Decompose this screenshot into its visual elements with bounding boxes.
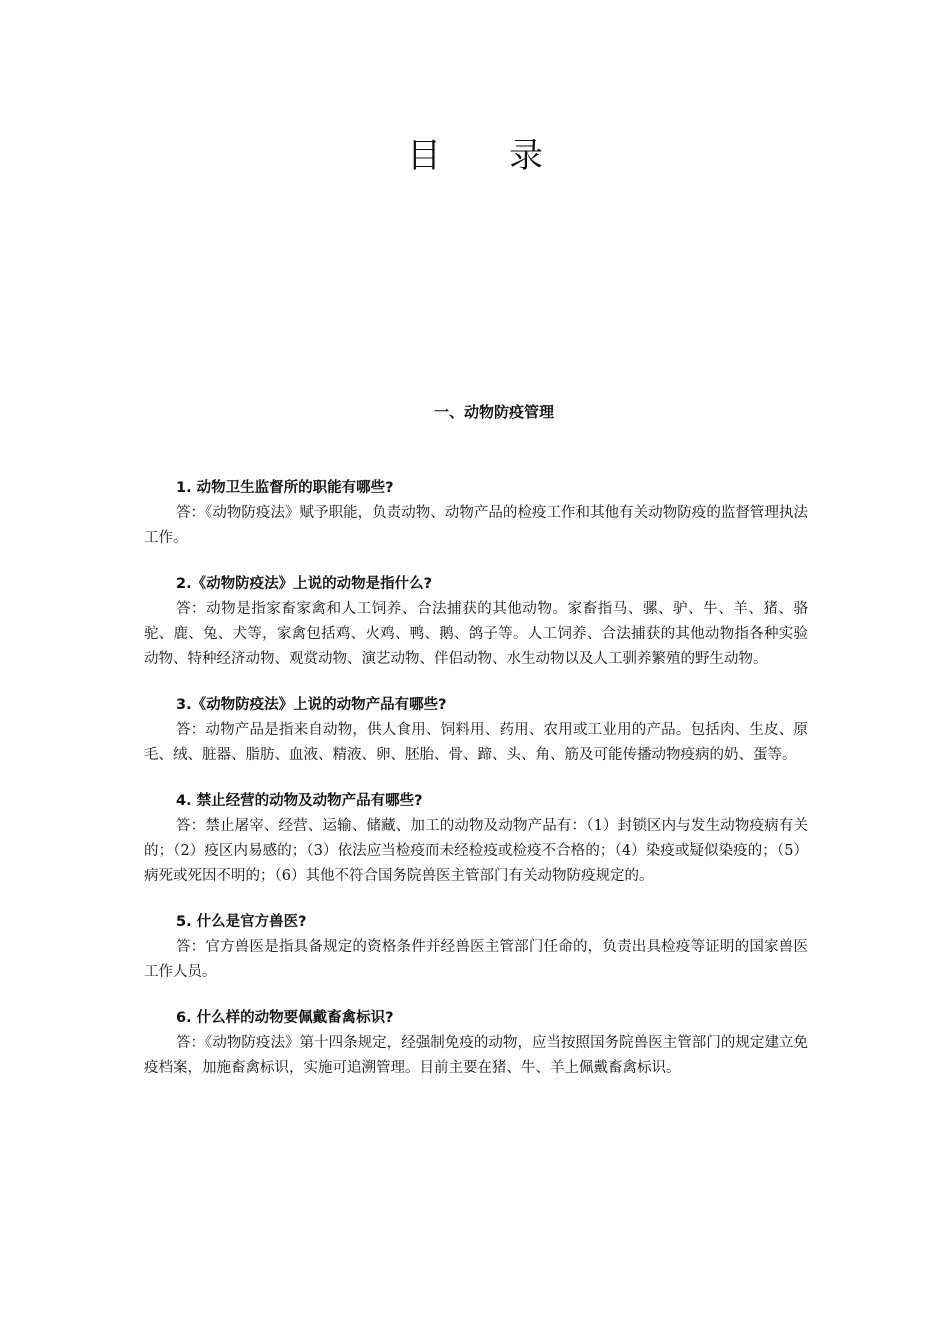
answer-6: 答：《动物防疫法》第十四条规定，经强制免疫的动物，应当按照国务院兽医主管部门的规定建立免疫档案，加施畜禽标识，实施可追溯管理。目前主要在猪、牛、羊上佩戴畜禽标识。 xyxy=(144,1035,808,1076)
qa-item-3 xyxy=(144,693,808,768)
answer-2: 答：动物是指家畜家禽和人工饲养、合法捕获的其他动物。家畜指马、骡、驴、牛、羊、猪、骆驼、鹿、兔、犬等，家禽包括鸡、火鸡、鸭、鹅、鸽子等。人工饲养、合法捕获的其他动物指各种实验动物、特种经济动物、观赏动物、演艺动物、伴侣动物、水生动物以及人工驯养繁殖的野生动物。 xyxy=(144,601,808,667)
question-6: 6. 什么样的动物要佩戴畜禽标识? xyxy=(176,1010,394,1026)
section-heading: 一、动物防疫管理 xyxy=(433,403,554,421)
question-1: 1. 动物卫生监督所的职能有哪些? xyxy=(176,480,394,496)
toc-title: 目录 xyxy=(407,136,611,176)
question-3: 3.《动物防疫法》上说的动物产品有哪些? xyxy=(176,697,447,713)
answer-5: 答：官方兽医是指具备规定的资格条件并经兽医主管部门任命的，负责出具检疫等证明的国家兽医工作人员。 xyxy=(144,939,808,980)
answer-3: 答：动物产品是指来自动物，供人食用、饲料用、药用、农用或工业用的产品。包括肉、生皮、原毛、绒、脏器、脂肪、血液、精液、卵、胚胎、骨、蹄、头、角、筋及可能传播动物疫病的奶、蛋等。 xyxy=(144,722,808,763)
answer-4: 答：禁止屠宰、经营、运输、储藏、加工的动物及动物产品有：（1）封锁区内与发生动物疫病有关的；（2）疫区内易感的；（3）依法应当检疫而未经检疫或检疫不合格的；（4）染疫或疑似染疫的；（5）病死或死因不明的；（6）其他不符合国务院兽医主管部门有关动物防疫规定的。 xyxy=(144,818,808,884)
answer-1: 答：《动物防疫法》赋予职能，负责动物、动物产品的检疫工作和其他有关动物防疫的监督管理执法工作。 xyxy=(144,505,808,546)
qa-item-5 xyxy=(144,910,808,985)
qa-item-4 xyxy=(144,789,808,889)
question-4: 4. 禁止经营的动物及动物产品有哪些? xyxy=(176,793,423,809)
question-2: 2.《动物防疫法》上说的动物是指什么? xyxy=(176,576,433,592)
qa-item-1 xyxy=(144,476,808,551)
qa-item-2 xyxy=(144,572,808,672)
question-5: 5. 什么是官方兽医? xyxy=(176,914,307,930)
qa-item-6 xyxy=(144,1006,808,1081)
qa-list xyxy=(144,476,808,1102)
